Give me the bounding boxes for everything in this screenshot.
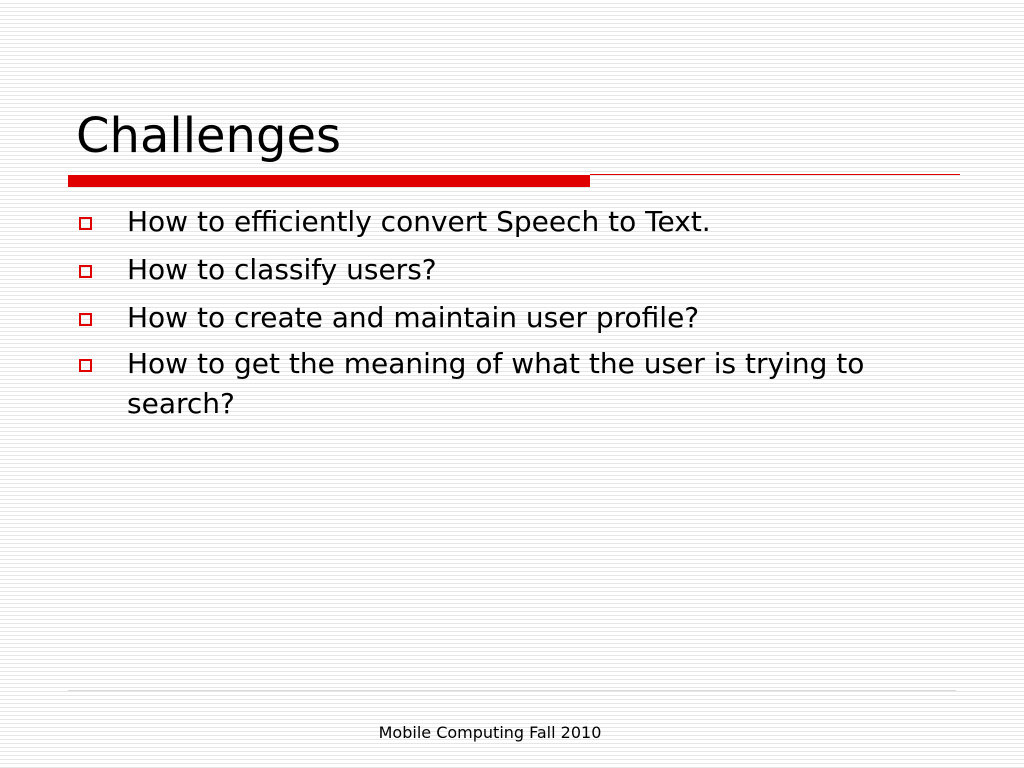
title-underline-thick — [68, 175, 590, 187]
bullet-item — [78, 344, 958, 424]
hollow-square-bullet-icon — [79, 313, 92, 326]
hollow-square-bullet-icon — [79, 359, 92, 372]
bullet-item — [78, 296, 958, 340]
slide-footer: Mobile Computing Fall 2010 — [378, 723, 602, 742]
bullet-item — [78, 200, 958, 244]
footer-divider — [68, 690, 956, 691]
bullet-list — [78, 200, 958, 428]
hollow-square-bullet-icon — [79, 217, 92, 230]
title-underline-thin — [590, 174, 960, 175]
slide-title: Challenges — [76, 108, 341, 164]
bullet-item — [78, 248, 958, 292]
hollow-square-bullet-icon — [79, 265, 92, 278]
bullet-text: How to efficiently convert Speech to Text. — [127, 205, 711, 238]
bullet-text: How to get the meaning of what the user is trying to search? — [127, 347, 865, 420]
bullet-text: How to classify users? — [127, 253, 437, 286]
bullet-text: How to create and maintain user profile? — [127, 301, 700, 334]
